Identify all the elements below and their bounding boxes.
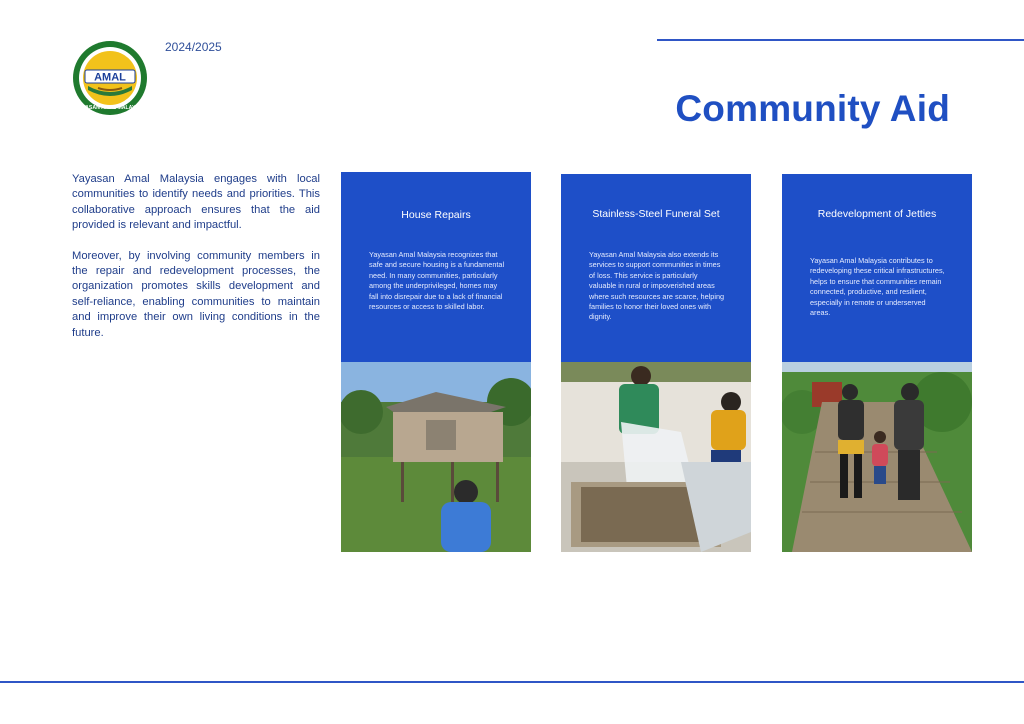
intro-paragraph: Moreover, by involving community members in the repair and redevelopment processes, the organization promotes skills development and self-reliance, enabling communities to maintain and improve their own living conditions in the future. [72,249,320,339]
intro-text [72,172,320,356]
page-title: Community Aid [675,88,950,129]
intro-paragraph: Yayasan Amal Malaysia engages with local communities to identify needs and priorities. This collaborative approach ensures that the aid provided is relevant and impactful. [72,173,320,232]
wooden-jetty-photo [782,362,972,552]
card-title: House Repairs [401,209,471,221]
card-funeral-set [561,174,751,552]
card-panel [782,174,972,362]
year-label: 2024/2025 [165,40,222,54]
card-panel [341,172,531,362]
card-body: Yayasan Amal Malaysia recognizes that safe and secure housing is a fundamental need. In many communities, particularly among the underprivileged, homes may fall into disrepair due to a lack of financial resources or access to skilled labor. [369,250,505,312]
card-title: Stainless-Steel Funeral Set [592,208,720,220]
top-divider [657,39,1024,41]
logo-ring-text: YAYASAN AMAL MALAYSIA [75,105,145,111]
wooden-stilt-house-photo [341,362,531,552]
funeral-set-delivery-photo [561,362,751,552]
card-body: Yayasan Amal Malaysia contributes to redeveloping these critical infrastructures, helps to ensure that communities remain connected, productive, and resilient, especially in remote or underserved areas. [810,256,945,318]
card-jetties [782,174,972,552]
card-panel [561,174,751,362]
bottom-divider [0,681,1024,683]
amal-logo [72,40,148,116]
logo-wordmark: AMAL [94,71,126,84]
card-house-repairs [341,172,531,552]
card-title: Redevelopment of Jetties [817,208,937,220]
card-body: Yayasan Amal Malaysia also extends its services to support communities in times of loss. This service is particularly valuable in rural or impoverished areas where such resources are scarce, helping families to honor their loved ones with dignity. [589,250,725,322]
